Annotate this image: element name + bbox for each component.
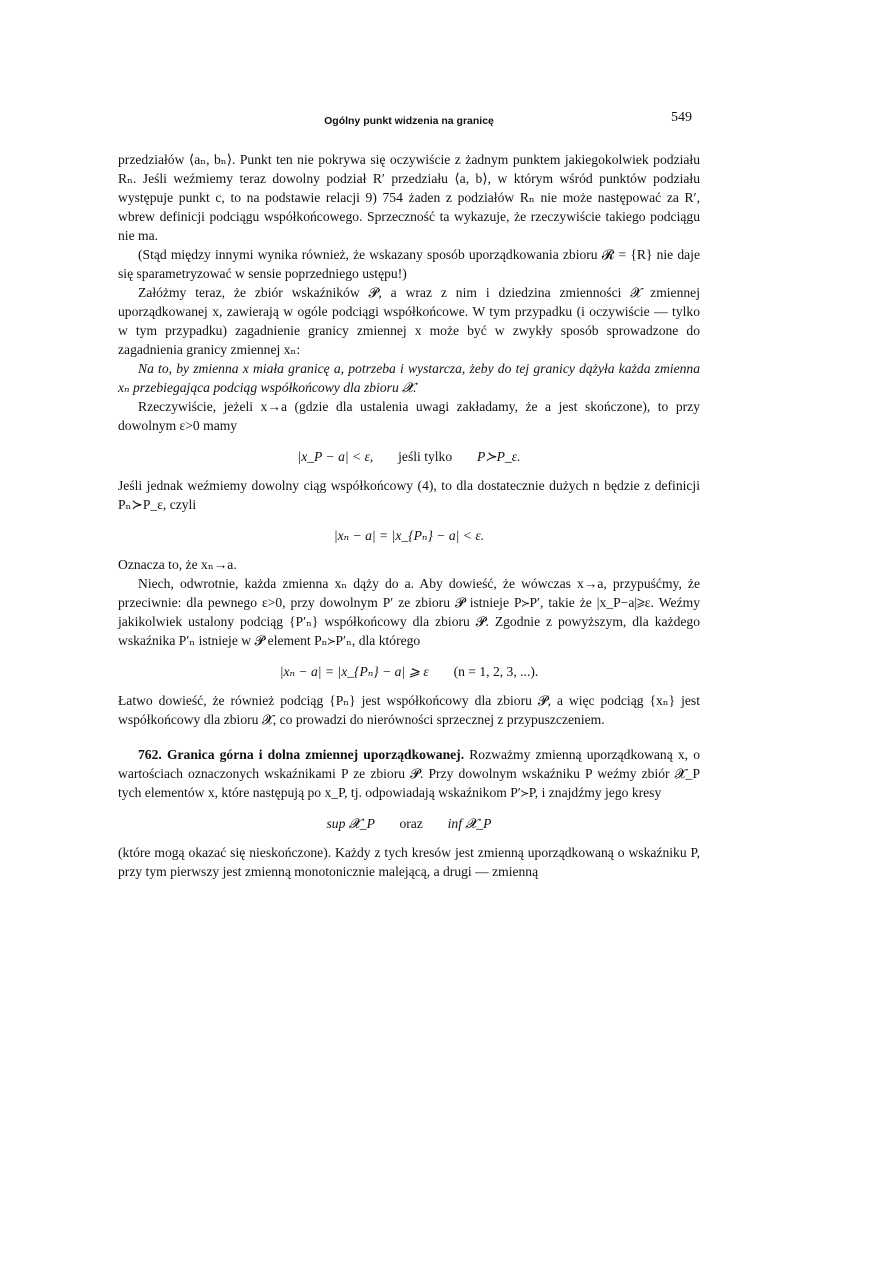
- paragraph-8: Łatwo dowieść, że również podciąg {Pₙ} jest współkońcowy dla zbioru 𝓟, a więc podciąg {xₙ} jest współkońcowy dla zbioru 𝓧, co prowadzi do nierówności sprzecznej z przypuszczeniem.: [118, 693, 700, 727]
- theorem-statement: Na to, by zmienna x miała granicę a, potrzeba i wystarcza, żeby do tej granicy dążyła każda zmienna xₙ przebiegająca podciąg współkońcowy dla zbioru 𝓧.: [118, 361, 700, 395]
- formula-3-left: |xₙ − a| = |x_{Pₙ} − a| ⩾ ε: [279, 664, 429, 679]
- section-762: [118, 745, 700, 802]
- formula-4-right: inf 𝓧_P: [447, 816, 492, 831]
- paragraph-5: Jeśli jednak weźmiemy dowolny ciąg współkońcowy (4), to dla dostatecznie dużych n będzie z definicji Pₙ≻P_ε, czyli: [118, 478, 700, 512]
- paragraph-3: Załóżmy teraz, że zbiór wskaźników 𝓟, a wraz z nim i dziedzina zmienności 𝓧 zmiennej uporządkowanej x, zawierają w ogóle podciągi współkońcowe. W tym przypadku (i oczywiście — tylko w tym przypadku) zagadnienie granicy zmiennej x może być w zwykły sposób sprowadzone do zagadnienia granicy zmiennej xₙ:: [118, 285, 700, 357]
- formula-3-right: (n = 1, 2, 3, ...).: [453, 664, 539, 679]
- formula-1-left: |x_P − a| < ε,: [297, 449, 374, 464]
- section-title: Granica górna i dolna zmiennej uporządkowanej.: [166, 747, 465, 762]
- formula-4: [118, 814, 700, 833]
- formula-1-middle: jeśli tylko: [398, 449, 453, 464]
- formula-4-left: sup 𝓧_P: [326, 816, 375, 831]
- paragraph-7: Niech, odwrotnie, każda zmienna xₙ dąży do a. Aby dowieść, że wówczas x→a, przypuśćmy, że przeciwnie: dla pewnego ε>0, przy dowolnym P′ ze zbioru 𝓟 istnieje P≻P′, takie że |x_P−a|⩾ε. Weźmy jakikolwiek ustalony podciąg {P′ₙ} współkońcowy dla zbioru 𝓟. Zgodnie z powyższym, dla każdego wskaźnika P′ₙ istnieje w 𝓟 element Pₙ≻P′ₙ, dla którego: [118, 576, 700, 648]
- section-number: 762.: [138, 747, 162, 762]
- page-number: 549: [671, 110, 692, 125]
- formula-1: [118, 447, 700, 466]
- formula-4-middle: oraz: [399, 816, 423, 831]
- formula-1-right: P≻P_ε.: [476, 449, 521, 464]
- formula-2-text: |xₙ − a| = |x_{Pₙ} − a| < ε.: [333, 528, 485, 543]
- formula-3: [118, 662, 700, 681]
- paragraph-2: (Stąd między innymi wynika również, że wskazany sposób uporządkowania zbioru 𝓡 = {R} nie daje się sparametryzować w sensie poprzedniego ustępu!): [118, 247, 700, 281]
- formula-2: [118, 526, 700, 545]
- paragraph-4: Rzeczywiście, jeżeli x→a (gdzie dla ustalenia uwagi zakładamy, że a jest skończone), to przy dowolnym ε>0 mamy: [118, 399, 700, 433]
- paragraph-6: Oznacza to, że xₙ→a.: [118, 557, 237, 572]
- page: [118, 108, 700, 881]
- running-head: [118, 108, 700, 128]
- paragraph-1: przedziałów ⟨aₙ, bₙ⟩. Punkt ten nie pokrywa się oczywiście z żadnym punktem jakiegokolwiek podziału Rₙ. Jeśli weźmiemy teraz dowolny podział R′ przedziału ⟨a, b⟩, w którym wśród punktów podziału występuje punkt c, to na podstawie relacji 9) 754 żaden z podziałów Rₙ nie może następować za R′, wbrew definicji podciągu współkońcowego. Sprzeczność ta wykazuje, że rzeczywiście takiego podciągu nie ma.: [118, 152, 700, 243]
- paragraph-10: (które mogą okazać się nieskończone). Każdy z tych kresów jest zmienną uporządkowaną o wskaźniku P, przy tym pierwszy jest zmienną monotonicznie malejącą, a drugi — zmienną: [118, 845, 700, 879]
- paragraph-9: Rozważmy zmienną uporządkowaną x, o wartościach oznaczonych wskaźnikami P ze zbioru 𝓟. Przy dowolnym wskaźniku P weźmy zbiór 𝓧_P tych elementów x, które następują po x_P, tj. odpowiadają wskaźnikom P′≻P, i znajdźmy jego kresy: [118, 747, 700, 800]
- running-title: Ogólny punkt widzenia na granicę: [324, 115, 494, 127]
